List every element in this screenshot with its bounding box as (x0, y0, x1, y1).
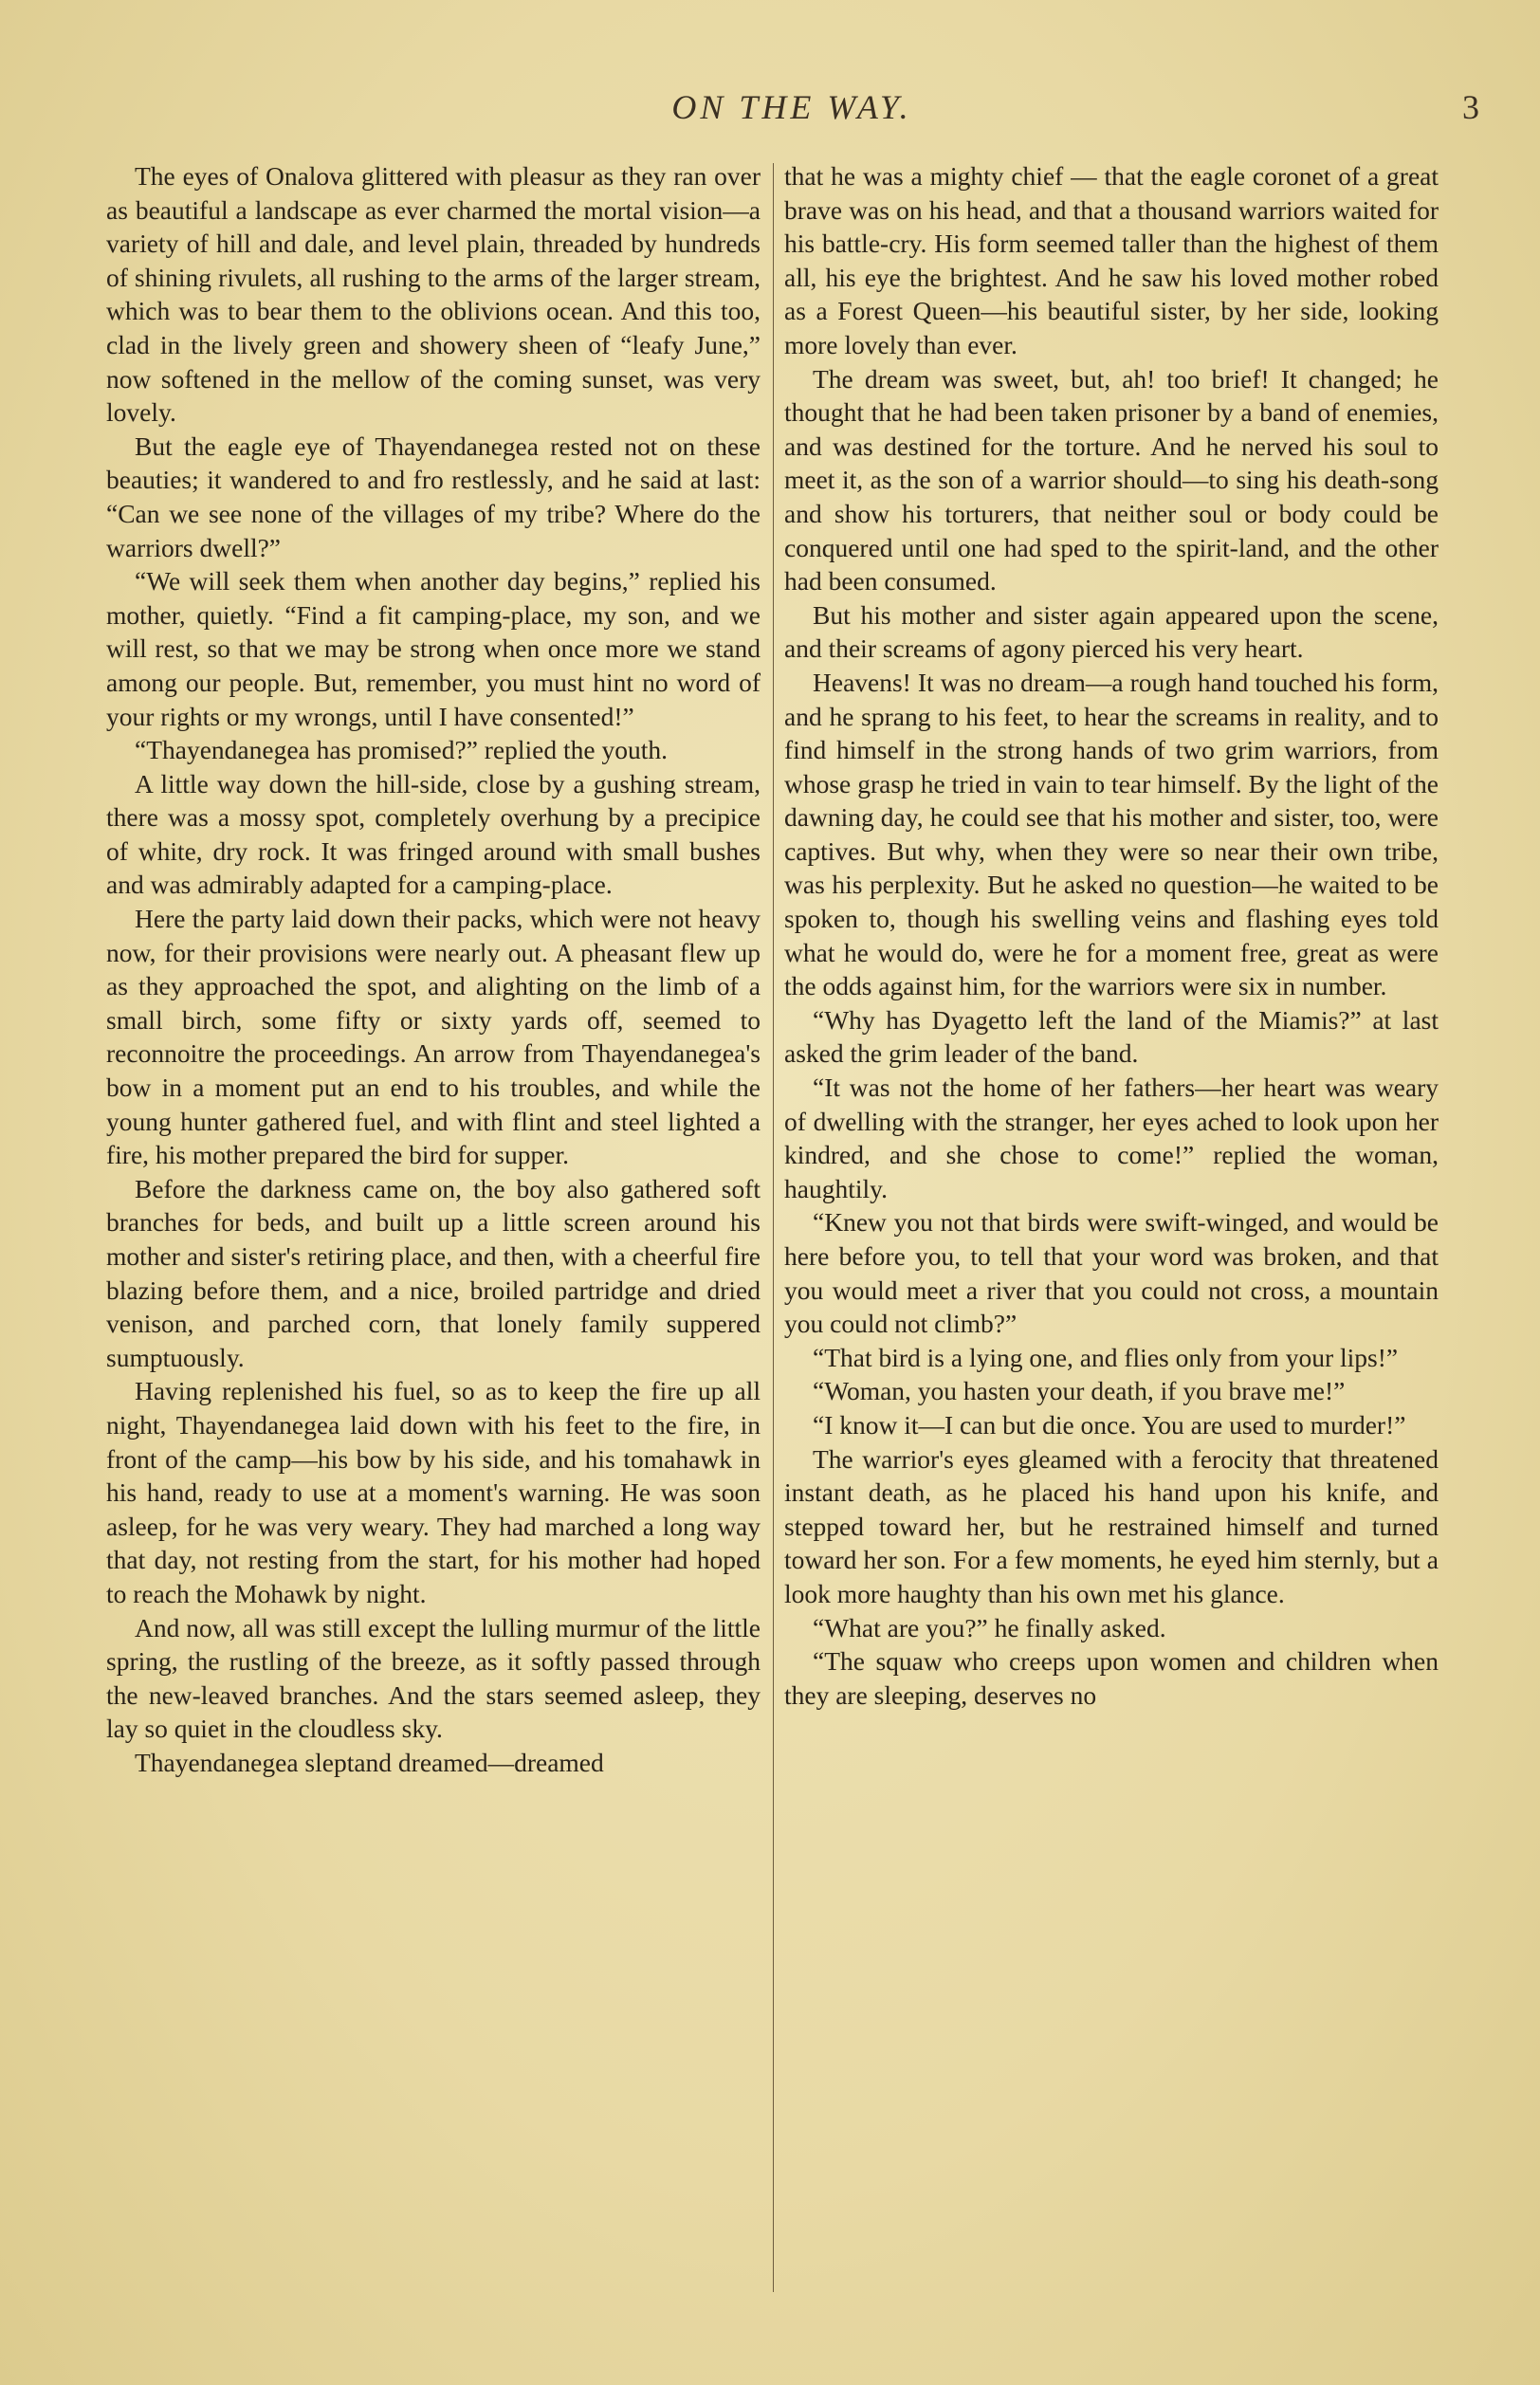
paragraph: A little way down the hill-side, close by a gushing stream, there was a mossy spot, completely overhung by a precipice of white, dry rock. It was fringed around with small bushes and was admirably adapted for a camping-place. (106, 768, 761, 900)
paragraph: “I know it—I can but die once. You are used to murder!” (813, 1409, 1406, 1440)
paragraph: “Thayendanegea has promised?” replied the youth. (135, 735, 668, 765)
paragraph: The eyes of Onalova glittered with pleasur as they ran over as beautiful a landscape as ever charmed the mortal vision—a variety of hill and dale, and level plain, threaded by hundreds of shining rivulets, all rushing to the arms of the larger stream, which was to bear them to the oblivions ocean. And this too, clad in the lively green and showery sheen of “leafy June,” now softened in the mellow of the coming sunset, was very lovely. (106, 161, 761, 428)
column-divider (773, 163, 774, 2292)
page-header (104, 87, 1479, 135)
paragraph: “Woman, you hasten your death, if you brave me!” (813, 1376, 1346, 1406)
paragraph: Heavens! It was no dream—a rough hand touched his form, and he sprang to his feet, to hear the screams in reality, and to find himself in the strong hands of two grim warriors, from whose grasp he tried in vain to tear himself. By the light of the dawning day, he could see that his mother and sister, too, were captives. But why, when they were so near their own tribe, was his perplexity. But he asked no question—he waited to be spoken to, though his swelling veins and flashing eyes told what he would do, were he for a moment free, great as were the odds against him, for the warriors were six in number. (784, 667, 1439, 1001)
paragraph: Here the party laid down their packs, which were not heavy now, for their provisions were nearly out. A pheasant flew up as they approached the spot, and alighting on the limb of a small birch, some fifty or sixty yards off, seemed to reconnoitre the proceedings. An arrow from Thayendanegea's bow in a moment put an end to his troubles, and while the young hunter gathered fuel, and with flint and steel lighted a fire, his mother prepared the bird for supper. (106, 904, 761, 1170)
page-number: 3 (1462, 88, 1479, 126)
paragraph: Thayendanegea sleptand dreamed—dreamed (135, 1747, 604, 1777)
paragraph: “That bird is a lying one, and flies only from your lips!” (813, 1342, 1399, 1372)
paragraph: Before the darkness came on, the boy also gathered soft branches for beds, and built up a little screen around his mother and sister's retiring place, and then, with a cheerful fire blazing before them, and a nice, broiled partridge and dried venison, and parched corn, that lonely family suppered sumptuously. (106, 1173, 761, 1372)
paragraph: “It was not the home of her fathers—her heart was weary of dwelling with the stranger, her eyes ached to look upon her kindred, and she chose to come!” replied the woman, haughtily. (784, 1073, 1439, 1203)
paragraph: “What are you?” he finally asked. (813, 1612, 1166, 1642)
paragraph: “Why has Dyagetto left the land of the Miamis?” at last asked the grim leader of the band. (784, 1004, 1439, 1069)
paragraph: Having replenished his fuel, so as to keep the fire up all night, Thayendanegea laid down with his feet to the fire, in front of the camp—his bow by his side, and his tomahawk in his hand, ready to use at a moment's warning. He was soon asleep, for he was very weary. They had marched a long way that day, not resting from the start, for his mother had hoped to reach the Mohawk by night. (106, 1376, 761, 1608)
paragraph: And now, all was still except the lulling murmur of the little spring, the rustling of the breeze, as it softly passed through the new-leaved branches. And the stars seemed asleep, they lay so quiet in the cloudless sky. (106, 1612, 761, 1744)
paragraph: “Knew you not that birds were swift-winged, and would be here before you, to tell that your word was broken, and that you would meet a river that you could not cross, a mountain you could not climb?” (784, 1207, 1439, 1339)
paragraph: “We will seek them when another day begins,” replied his mother, quietly. “Find a fit camping-place, my son, and we will rest, so that we may be strong when once more we stand among our people. But, remember, you must hint no word of your rights or my wrongs, until I have consented!” (106, 566, 761, 731)
paragraph: But the eagle eye of Thayendanegea rested not on these beauties; it wandered to and fro restlessly, and he said at last: “Can we see none of the villages of my tribe? Where do the warriors dwell?” (106, 431, 761, 562)
paragraph: The warrior's eyes gleamed with a ferocity that threatened instant death, as he placed his hand upon his knife, and stepped toward her, but he restrained himself and turned toward her son. For a few moments, he eyed him sternly, but a look more haughty than his own met his glance. (784, 1443, 1439, 1608)
paragraph: But his mother and sister again appeared upon the scene, and their screams of agony pierced his very heart. (784, 599, 1439, 664)
running-head: ON THE WAY. (671, 88, 912, 126)
paragraph: The dream was sweet, but, ah! too brief! It changed; he thought that he had been taken prisoner by a band of enemies, and was destined for the torture. And he nerved his soul to meet it, as the son of a warrior should—to sing his death-song and show his torturers, that neither soul or body could be conquered until one had sped to the spirit-land, and the other had been consumed. (784, 363, 1439, 596)
paragraph: “The squaw who creeps upon women and children when they are sleeping, deserves no (784, 1646, 1439, 1710)
left-column (106, 159, 761, 1780)
right-column (784, 159, 1439, 1712)
paragraph: that he was a mighty chief — that the eagle coronet of a great brave was on his head, and that a thousand warriors waited for his battle-cry. His form seemed taller than the highest of them all, his eye the brightest. And he saw his loved mother robed as a Forest Queen—his beautiful sister, by her side, looking more lovely than ever. (784, 161, 1439, 359)
